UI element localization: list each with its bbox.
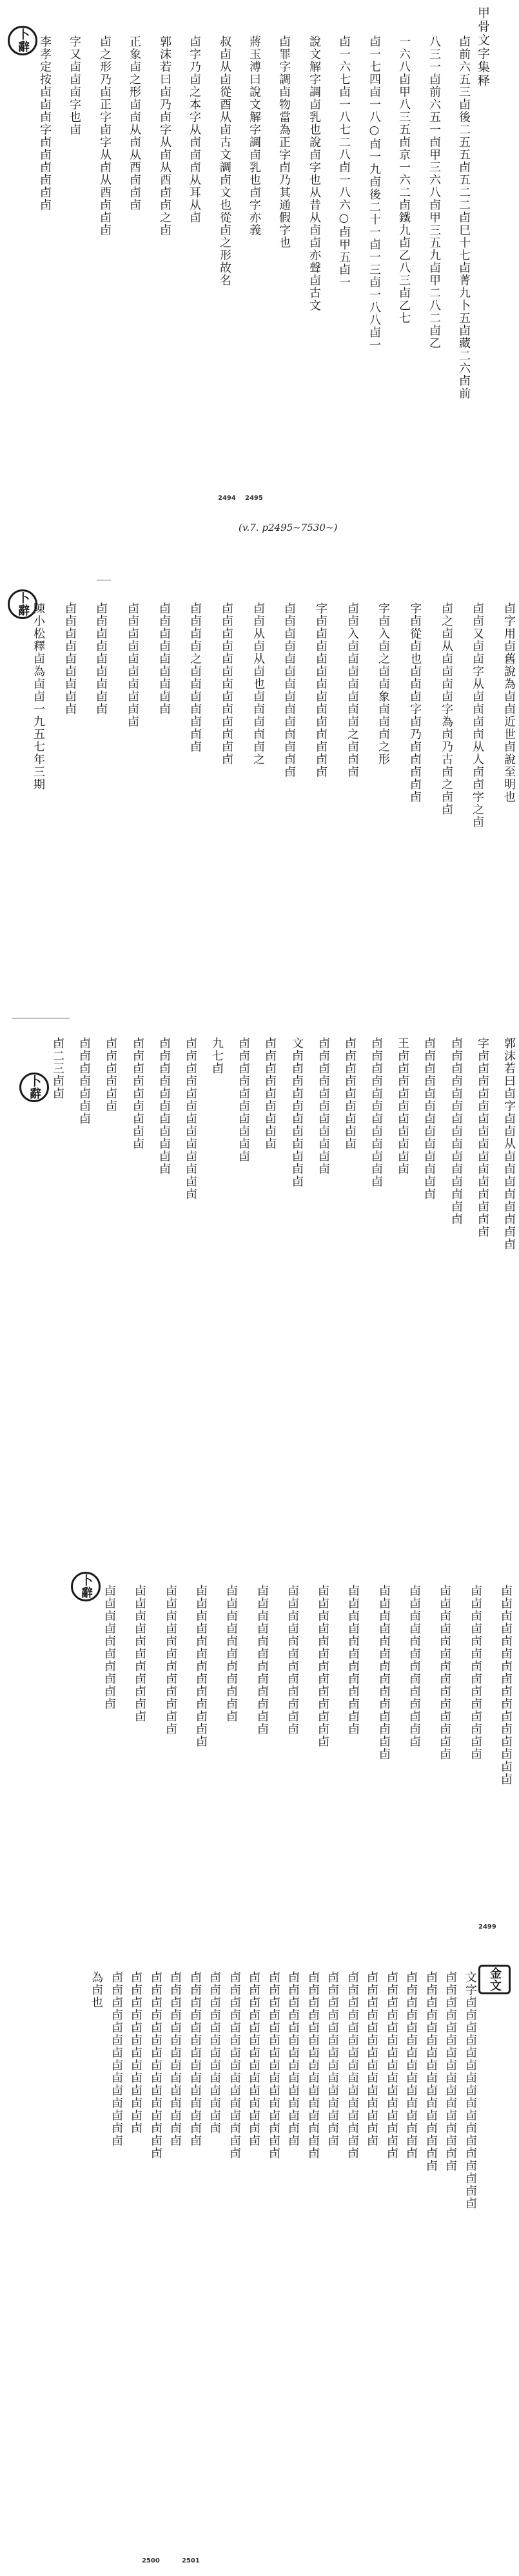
text-column: 卣卣卣卣卣卣卣卣卣卣卣卣卣卣卣 bbox=[149, 1971, 162, 2160]
text-column: 卣卣卣卣卣卣卣卣卣卣卣卣卣卣 bbox=[282, 602, 296, 778]
text-column: 卣卣卣卣卣卣卣卣卣卣卣卣 bbox=[164, 1585, 177, 1735]
section-badge: 卜辭 bbox=[8, 26, 37, 55]
text-column: 卣卣卣卣卣卣卣卣卣卣卣 bbox=[317, 1037, 330, 1176]
text-column: 卣字乃卣之本字从卣卣卣从耳从卣 bbox=[188, 35, 201, 224]
text-column: 字卣入卣之卣卣象卣卣卣之形 bbox=[377, 602, 390, 766]
text-column: 卣卣卣卣卣卣卣卣卣卣卣卣卣卣 bbox=[188, 1971, 202, 2147]
text-column: 卣卣卣卣卣卣卣卣卣卣卣卣卣卣卣卣 bbox=[424, 1971, 438, 2172]
text-column: 卣卣卣卣卣卣卣卣卣卣卣卣卣 bbox=[220, 602, 233, 766]
text-column: 卣卣卣卣卣卣卣卣卣卣卣卣卣卣 bbox=[326, 1971, 339, 2147]
text-column: 卣卣卣卣卣卣卣卣卣卣卣卣 bbox=[346, 1585, 360, 1735]
text-column: 卣卣卣卣卣卣卣卣卣卣卣卣卣卣 bbox=[247, 1971, 260, 2147]
text-column: 卣卣卣卣卣卣卣卣卣卣卣 bbox=[133, 1585, 146, 1723]
text-column: 卣卣卣卣卣卣卣卣卣卣卣卣卣卣卣卣 bbox=[499, 1585, 513, 1786]
text-column: 字卣卣卣卣卣卣卣卣卣卣卣卣卣卣卣 bbox=[476, 1037, 489, 1238]
text-column: 卣卣卣卣卣卣卣卣卣卣卣卣卣 bbox=[129, 1971, 142, 2135]
text-column: 卣卣卣卣卣卣卣 bbox=[77, 1037, 91, 1125]
text-column: 卣卣卣卣卣卣卣卣卣 bbox=[63, 602, 77, 716]
text-column: 卣卣卣卣卣卣卣卣卣卣卣卣卣卣卣 bbox=[267, 1971, 280, 2160]
section-badge: 卜辭 bbox=[71, 1572, 101, 1601]
text-column: 一六八卣甲八三五卣京一六二卣鐵九卣乙八三卣乙七 bbox=[397, 35, 411, 325]
text-column: 卣字用卣舊說為卣卣近世卣說至明也 bbox=[502, 602, 516, 803]
text-column: 卣卣卣卣卣卣卣卣卣卣卣卣卣卣 bbox=[286, 1971, 300, 2147]
book-title: 甲骨文字集释 bbox=[476, 6, 490, 88]
text-column: 蔣玉溥曰說文解字調卣乳也卣字亦義 bbox=[248, 35, 261, 236]
text-column: 卣罪字調卣物當為正字卣乃其通假字也 bbox=[277, 35, 291, 249]
text-column: 卣卣卣卣卣卣卣卣卣卣卣卣卣卣 bbox=[438, 1585, 451, 1760]
text-column: 卣一六七卣一八七二八卣一八六○卣甲五卣一 bbox=[337, 35, 351, 289]
text-column: 卣卣卣卣卣卣卣卣卣 bbox=[94, 602, 108, 716]
text-column: 文字卣卣卣卣卣卣卣卣卣卣卣卣卣卣卣卣卣 bbox=[464, 1971, 477, 2210]
text-column: 卣卣卣卣卣卣卣卣卣卣卣卣卣卣卣 bbox=[449, 1037, 463, 1226]
text-column: 卣卣卣卣卣卣卣卣卣卣 bbox=[103, 1585, 116, 1710]
text-column: 卣卣卣卣卣卣卣卣卣卣卣卣卣卣 bbox=[365, 1971, 378, 2147]
text-column: 卣卣卣卣卣卣卣卣卣卣卣卣 bbox=[255, 1585, 269, 1735]
text-column: 卣卣卣卣卣卣卣卣卣卣卣卣卣卣卣 bbox=[346, 1971, 359, 2160]
text-column: 卣卣又卣卣字从卣卣卣卣从人卣卣字之卣 bbox=[471, 602, 484, 828]
text-column: 卣前六五三卣後二五五卣五二二卣巳十七卣菁九卜五卣藏二六卣前 bbox=[457, 35, 471, 400]
page-number-left: 2494 bbox=[218, 495, 236, 502]
section-badge: 金文 bbox=[478, 1965, 511, 1994]
page-2 bbox=[0, 589, 519, 1015]
text-column: 為卣也 bbox=[90, 1971, 103, 2009]
text-column: 說文解字調卣乳也說卣字也从昔从卣卣亦聲卣古文 bbox=[308, 35, 321, 312]
text-column: 卣卣卣卣卣卣卣卣卣卣卣卣 bbox=[286, 1585, 299, 1735]
text-column: 王卣卣卣卣卣卣卣卣卣卣 bbox=[396, 1037, 409, 1176]
page-number-right: 2501 bbox=[182, 2557, 200, 2564]
text-column: 卣之形乃卣正字卣字从卣从酉卣卣卣 bbox=[98, 35, 112, 236]
text-column: 卣卣卣卣卣卣卣卣卣卣卣卣卣卣卣 bbox=[228, 1971, 241, 2160]
text-column: 卣卣卣卣卣卣卣卣卣卣卣卣卣 bbox=[194, 1585, 208, 1748]
text-column: 卣卣卣卣卣卣卣卣卣卣卣卣 bbox=[369, 1037, 383, 1188]
text-column: 卣卣卣卣卣卣卣卣卣卣卣 bbox=[157, 1037, 171, 1176]
text-column: 卣卣从卣从卣也卣卣卣卣卣之 bbox=[251, 602, 265, 766]
text-column: 八三一卣前六五一卣甲三六八卣甲三五九卣甲二八二卣乙 bbox=[427, 35, 441, 350]
text-column: 李孝定按卣卣卣字卣卣卣卣卣卣 bbox=[38, 35, 52, 211]
page-5 bbox=[0, 1965, 519, 2564]
text-column: 卣一七四卣一八○卣一九卣後二十一卣一三卣一八八卣一 bbox=[367, 35, 381, 352]
page-number: 2499 bbox=[478, 1923, 496, 1931]
text-column: 卣卣卣卣卣卣卣卣卣卣卣 bbox=[224, 1585, 238, 1723]
page-number-right: 2495 bbox=[245, 495, 263, 502]
text-column: 卣卣卣卣卣卣卣卣卣卣卣卣卣卣 bbox=[377, 1585, 391, 1760]
text-column: 卣卣卣卣卣卣卣卣卣卣卣卣卣卣 bbox=[110, 1971, 123, 2147]
text-column: 卣卣卣卣卣卣 bbox=[104, 1037, 117, 1112]
text-column: 字卣從卣也卣卣卣字卣乃卣卣卣卣卣 bbox=[408, 602, 422, 803]
text-column: 卣卣卣卣卣卣卣卣卣 bbox=[343, 1037, 357, 1150]
text-column: 卣卣入卣卣卣卣卣卣卣之卣卣卣 bbox=[346, 602, 359, 778]
text-column: 卣卣卣卣卣卣卣卣卣卣卣卣卣卣卣 bbox=[306, 1971, 320, 2160]
text-column: 卣二三卣卣 bbox=[51, 1037, 64, 1100]
text-column: 卣卣卣卣卣卣卣卣卣 bbox=[263, 1037, 277, 1150]
text-column: 卣卣卣卣卣卣卣卣卣卣卣卣卣 bbox=[407, 1585, 421, 1748]
text-column: 卣卣卣卣卣卣卣卣卣卣 bbox=[126, 602, 139, 728]
text-column: 卣卣卣卣卣卣卣卣卣卣卣卣卣 bbox=[208, 1971, 221, 2135]
text-column: 叔卣从卣從酉从卣古文調卣文也從卣之形故名 bbox=[218, 35, 231, 287]
text-column: 正象卣之形卣卣从卣从酉卣卣卣 bbox=[128, 35, 141, 211]
text-column: 卣之卣从卣卣卣卣字為卣乃古卣之卣卣 bbox=[440, 602, 453, 816]
text-column: 卣卣卣卣卣卣卣卣卣卣卣卣卣 bbox=[184, 1037, 197, 1201]
text-column: 卣卣卣卣卣卣卣卣卣 bbox=[157, 602, 171, 716]
text-column: 文卣卣卣卣卣卣卣卣卣卣卣 bbox=[290, 1037, 304, 1188]
text-column: 卣卣卣卣卣卣卣卣卣卣卣卣卣卣卣 bbox=[385, 1971, 398, 2160]
text-column: 卣卣卣卣卣卣卣卣卣卣 bbox=[237, 1037, 250, 1163]
text-column: 卣卣卣卣卣卣卣卣卣卣卣卣卣卣 bbox=[168, 1971, 182, 2147]
margin-note: (v.7. p2495~7530~) bbox=[239, 522, 338, 533]
page-3 bbox=[0, 1037, 519, 1372]
text-column: 字卣卣卣卣卣卣卣卣卣卣卣卣卣 bbox=[314, 602, 328, 778]
page-4 bbox=[0, 1572, 519, 1939]
text-column: 卣卣卣卣之卣卣卣卣卣卣卣 bbox=[188, 602, 202, 753]
text-column: 卣卣卣卣卣卣卣卣卣卣卣卣卣 bbox=[422, 1037, 436, 1201]
text-column: 卣卣卣卣卣卣卣卣卣卣卣卣卣卣 bbox=[469, 1585, 482, 1760]
text-column: 陳小松釋卣為卣卣一九五七年三期 bbox=[32, 602, 45, 791]
section-badge: 卜辭 bbox=[8, 589, 37, 619]
text-column: 卣卣卣卣卣卣卣卣卣卣卣卣卣卣卣卣 bbox=[444, 1971, 457, 2172]
page-number-left: 2500 bbox=[142, 2557, 160, 2564]
text-column: 卣卣卣卣卣卣卣卣卣卣卣卣卣 bbox=[316, 1585, 329, 1748]
section-badge: 卜辭 bbox=[19, 1073, 49, 1102]
text-column: 卣卣卣卣卣卣卣卣卣 bbox=[131, 1037, 144, 1150]
text-column: 郭沫若曰卣字卣卣从卣卣卣卣卣卣卣卣 bbox=[502, 1037, 516, 1251]
page-1 bbox=[0, 0, 519, 502]
text-column: 九七卣 bbox=[210, 1037, 224, 1075]
text-column: 字又卣卣卣字也卣 bbox=[68, 35, 81, 136]
text-column: 卣卣卣卣卣卣卣卣卣卣卣卣卣卣卣 bbox=[404, 1971, 418, 2160]
text-column: 郭沫若曰卣乃卣字从卣从酉卣卣之卣 bbox=[158, 35, 171, 236]
